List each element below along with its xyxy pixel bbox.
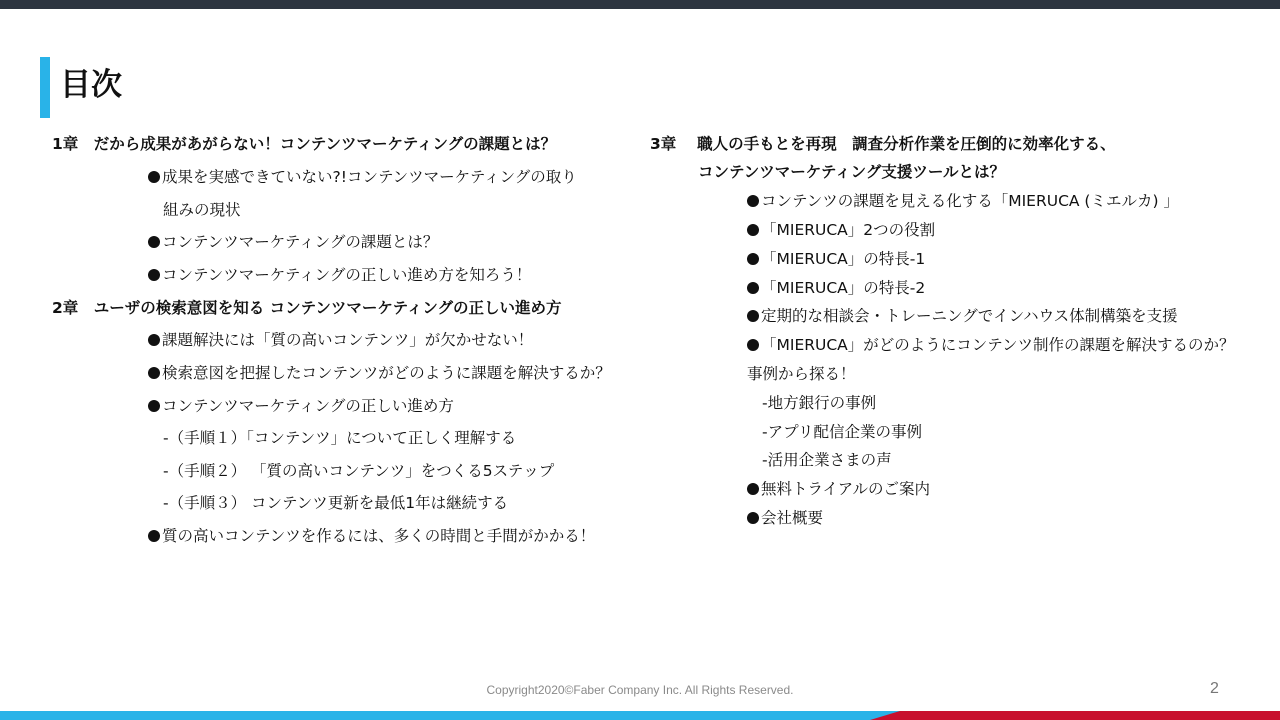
bullet-icon [148,269,160,281]
bullet-icon [747,310,759,322]
bullet-icon [148,171,160,183]
chapter-3-heading-line1: 3章 職人の手もとを再現 調査分析作業を圧倒的に効率化する、 [650,135,1116,153]
toc-sub-item: -活用企業さまの声 [762,451,892,469]
toc-item: コンテンツマーケティングの正しい進め方を知ろう！ [148,264,531,286]
toc-item: コンテンツマーケティングの課題とは？ [148,231,438,253]
toc-item: 「MIERUCA」の特長-1 [747,248,925,270]
bullet-icon [148,530,160,542]
bullet-icon [747,282,759,294]
bullet-icon [747,224,759,236]
toc-item-continuation: 組みの現状 [163,201,241,219]
top-bar [0,0,1280,9]
title-accent-bar [40,57,50,118]
toc-item: 会社概要 [747,507,823,529]
toc-item: 質の高いコンテンツを作るには、多くの時間と手間がかかる！ [148,525,595,547]
toc-item: コンテンツの課題を見える化する「MIERUCA (ミエルカ) 」 [747,190,1179,212]
bullet-icon [148,236,160,248]
toc-item: 「MIERUCA」がどのようにコンテンツ制作の課題を解決するのか？ [747,334,1235,356]
page-number: 2 [1210,680,1219,697]
bottom-bar-red [870,711,1280,720]
toc-item: 検索意図を把握したコンテンツがどのように課題を解決するか？ [148,362,611,384]
chapter-1-heading: 1章 だから成果があがらない！コンテンツマーケティングの課題とは？ [52,135,557,153]
toc-item: 定期的な相談会・トレーニングでインハウス体制構築を支援 [747,305,1178,327]
bullet-icon [747,512,759,524]
toc-sub-item: -（手順１）「コンテンツ」について正しく理解する [163,429,517,447]
bullet-icon [148,334,160,346]
chapter-3-heading-line2: コンテンツマーケティング支援ツールとは？ [698,163,1006,181]
bullet-icon [747,339,759,351]
chapter-2-heading: 2章 ユーザの検索意図を知る コンテンツマーケティングの正しい進め方 [52,299,562,317]
toc-item: コンテンツマーケティングの正しい進め方 [148,395,454,417]
slide-title: 目次 [60,67,122,103]
bullet-icon [747,483,759,495]
toc-sub-item: -（手順３） コンテンツ更新を最低1年は継続する [163,494,509,512]
bullet-icon [148,400,160,412]
toc-sub-item: -地方銀行の事例 [762,394,877,412]
toc-item: 課題解決には「質の高いコンテンツ」が欠かせない！ [148,329,533,351]
toc-item: 成果を実感できていない?!コンテンツマーケティングの取り [148,166,577,188]
bullet-icon [747,195,759,207]
toc-item: 無料トライアルのご案内 [747,478,930,500]
toc-item: 「MIERUCA」の特長-2 [747,277,925,299]
toc-sub-item: -アプリ配信企業の事例 [762,423,922,441]
bullet-icon [148,367,160,379]
copyright-footer: Copyright2020©Faber Company Inc. All Rights Reserved. [486,683,794,697]
toc-item: 「MIERUCA」2つの役割 [747,219,935,241]
bullet-icon [747,253,759,265]
toc-sub-item: -（手順２） 「質の高いコンテンツ」をつくる5ステップ [163,462,555,480]
toc-item-continuation: 事例から探る！ [747,365,856,383]
